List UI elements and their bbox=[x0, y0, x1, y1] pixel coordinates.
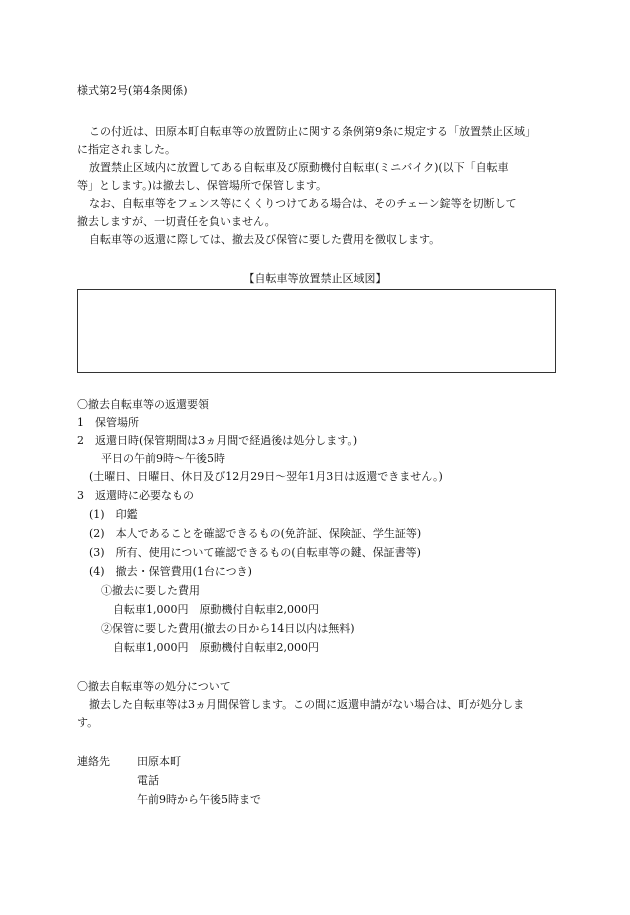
return-item-1: 1 保管場所 bbox=[77, 416, 139, 429]
fee-1-label: ①撤去に要した費用 bbox=[101, 584, 200, 597]
contact-org: 田原本町 bbox=[137, 755, 181, 768]
disposal-line-2: す。 bbox=[77, 716, 99, 729]
intro-p1-line1: この付近は、田原本町自転車等の放置防止に関する条例第9条に規定する「放置禁止区域」 bbox=[89, 125, 536, 138]
return-item-2-note: (土曜日、日曜日、休日及び12月29日～翌年1月3日は返還できません。) bbox=[89, 470, 443, 483]
intro-p4-line1: 自転車等の返還に際しては、撤去及び保管に要した費用を徴収します。 bbox=[89, 233, 441, 246]
disposal-line-1: 撤去した自転車等は3ヵ月間保管します。この間に返還申請がない場合は、町が処分しま bbox=[89, 698, 525, 711]
disposal-heading: 〇撤去自転車等の処分について bbox=[77, 680, 231, 693]
contact-hours: 午前9時から午後5時まで bbox=[137, 793, 261, 806]
contact-phone-label: 電話 bbox=[137, 774, 159, 787]
return-sub-2: (2) 本人であることを確認できるもの(免許証、保険証、学生証等) bbox=[89, 527, 422, 540]
intro-p2-line2: 等」とします。)は撤去し、保管場所で保管します。 bbox=[77, 179, 328, 192]
map-title: 【自転車等放置禁止区域図】 bbox=[243, 272, 387, 285]
return-item-2-hours: 平日の午前9時～午後5時 bbox=[101, 452, 225, 465]
return-sub-4: (4) 撤去・保管費用(1台につき) bbox=[89, 565, 252, 578]
intro-p3-line1: なお、自転車等をフェンス等にくくりつけてある場合は、そのチェーン錠等を切断して bbox=[89, 197, 517, 210]
fee-2-label: ②保管に要した費用(撤去の日から14日以内は無料) bbox=[101, 622, 355, 635]
intro-p1-line2: に指定されました。 bbox=[77, 143, 176, 156]
map-area-box bbox=[77, 289, 556, 373]
fee-1-values: 自転車1,000円 原動機付自転車2,000円 bbox=[113, 603, 319, 616]
return-sub-1: (1) 印鑑 bbox=[89, 508, 138, 521]
contact-label: 連絡先 bbox=[77, 755, 110, 768]
intro-p2-line1: 放置禁止区域内に放置してある自転車及び原動機付自転車(ミニバイク)(以下「自転車 bbox=[89, 161, 509, 174]
return-item-2: 2 返還日時(保管期間は3ヵ月間で経過後は処分します。) bbox=[77, 434, 358, 447]
intro-p3-line2: 撤去しますが、一切責任を負いません。 bbox=[77, 215, 276, 228]
return-sub-3: (3) 所有、使用について確認できるもの(自転車等の鍵、保証書等) bbox=[89, 546, 421, 559]
return-item-3: 3 返還時に必要なもの bbox=[77, 489, 194, 502]
fee-2-values: 自転車1,000円 原動機付自転車2,000円 bbox=[113, 641, 319, 654]
form-label: 様式第2号(第4条関係) bbox=[77, 84, 188, 97]
return-heading: 〇撤去自転車等の返還要領 bbox=[77, 398, 209, 411]
